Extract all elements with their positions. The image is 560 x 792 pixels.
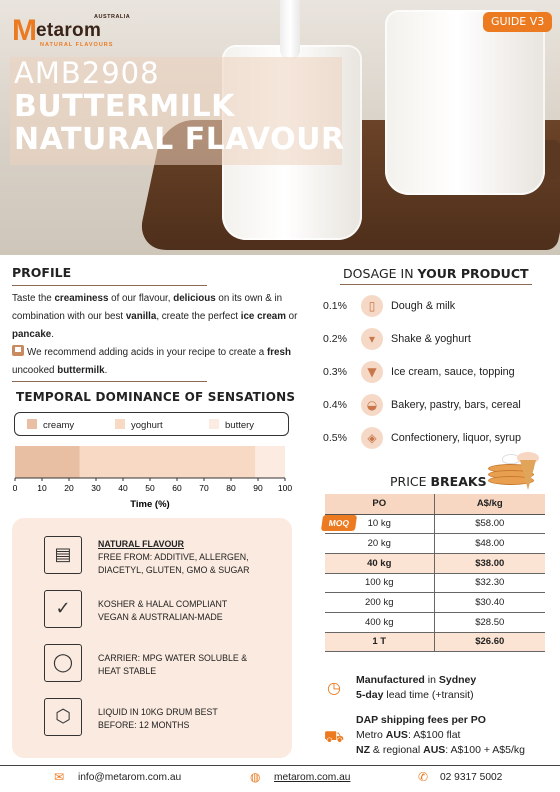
shake-icon: ▾ [361,328,383,350]
x-tick-label: 60 [172,483,182,493]
manufacturing-info: Manufactured in Sydney 5-day lead time (+transit) [356,674,477,701]
x-tick-label: 70 [199,483,209,493]
mail-icon: ✉ [54,770,65,784]
divider [12,381,207,382]
x-tick-label: 50 [145,483,155,493]
table-row [325,612,545,632]
dosage-percent: 0.3% [323,366,347,378]
profile-heading: PROFILE [12,265,72,280]
price-table [325,494,545,652]
table-row [325,553,545,573]
moq-badge: MOQ [321,515,357,531]
dosage-percent: 0.1% [323,300,347,312]
feature-compliance: KOSHER & HALAL COMPLIANT VEGAN & AUSTRALIAN-MADE [98,599,228,622]
segment-creamy [15,446,80,478]
dosage-row [323,361,558,385]
column-header-po: PO [325,494,434,514]
x-tick-label: 20 [64,483,74,493]
table-row [325,514,545,534]
price-cell: $32.30 [434,573,545,593]
x-tick-label: 30 [91,483,101,493]
drop-icon: ◯ [44,644,82,682]
truck-icon: ⛟ [323,727,345,746]
phone-link[interactable]: 02 9317 5002 [440,772,503,783]
email-link[interactable]: info@metarom.com.au [78,772,182,783]
divider [12,285,207,286]
tds-chart [6,440,301,510]
price-cell: $28.50 [434,612,545,632]
dosage-row [323,427,558,451]
table-row [325,534,545,554]
po-cell: 20 kg [325,534,434,554]
po-cell: 200 kg [325,593,434,613]
feature-title: NATURAL FLAVOUR [98,539,185,549]
feature-natural [98,538,278,577]
po-cell: 1 T [325,632,434,652]
ice-cream-icon: ▼ [361,361,383,383]
phone-icon: ✆ [418,770,429,784]
table-row [325,573,545,593]
x-tick-label: 90 [253,483,263,493]
dosage-row [323,328,558,352]
dosage-application: Dough & milk [391,300,456,312]
dosage-heading: DOSAGE IN YOUR PRODUCT [343,266,529,281]
product-code: AMB2908 [14,56,160,90]
logo-wordmark: etarom [36,20,102,41]
segment-yoghurt [80,446,256,478]
website-link[interactable]: metarom.com.au [274,772,351,783]
globe-icon: ◍ [250,770,261,784]
clipboard-icon: ▤ [44,536,82,574]
feature-carrier: CARRIER: MPG WATER SOLUBLE & HEAT STABLE [98,653,248,676]
price-heading: PRICE BREAKS [390,474,487,489]
cupcake-icon: ◒ [361,394,383,416]
dosage-percent: 0.4% [323,399,347,411]
logo-tagline: NATURAL FLAVOURS [40,42,114,48]
guide-version-badge: GUIDE V3 [483,12,552,32]
price-cell: $26.60 [434,632,545,652]
candy-icon: ◈ [361,427,383,449]
logo-country: AUSTRALIA [94,14,131,20]
dosage-row [323,394,558,418]
dosage-application: Ice cream, sauce, topping [391,366,515,378]
po-cell: 10 kg [325,514,434,534]
footer-divider [0,765,560,766]
profile-text [12,290,302,380]
milk-icon: ▯ [361,295,383,317]
dosage-application: Shake & yoghurt [391,333,471,345]
check-icon: ✓ [44,590,82,628]
po-cell: 100 kg [325,573,434,593]
features-panel [12,518,292,758]
shipping-info: DAP shipping fees per PO Metro AUS: A$100 flat NZ & regional AUS: A$100 + A$5/kg [356,714,525,756]
x-tick-label: 100 [277,483,293,493]
po-cell: 400 kg [325,612,434,632]
clock-icon: ◷ [327,678,341,697]
milk-pour [280,0,300,60]
column-header-price: A$/kg [434,494,545,514]
table-row [325,632,545,652]
dosage-percent: 0.5% [323,432,347,444]
x-axis-label: Time (%) [130,499,170,510]
profile-paragraph: Taste the creaminess of our flavour, delicious on its own & in combination with our best vanilla, create the perfect ice cream or pancake. [12,293,298,340]
x-tick-label: 0 [12,483,18,493]
legend-item-yoghurt: yoghurt [115,419,163,431]
note-icon [12,345,24,356]
logo-mark: M [12,14,37,47]
feature-text: FREE FROM: ADDITIVE, ALLERGEN, DIACETYL, GLUTEN, GMO & SUGAR [98,552,250,575]
box-icon: ⬡ [44,698,82,736]
feature-packaging: LIQUID IN 10KG DRUM BEST BEFORE: 12 MONTHS [98,707,218,730]
chart-legend [14,412,289,436]
temporal-heading: TEMPORAL DOMINANCE OF SENSATIONS [16,390,296,404]
table-row [325,593,545,613]
x-tick-label: 10 [37,483,47,493]
legend-item-buttery: buttery [209,419,254,431]
x-tick-label: 80 [226,483,236,493]
product-title-line1: BUTTERMILK [14,89,235,124]
price-cell: $48.00 [434,534,545,554]
product-title-line2: NATURAL FLAVOUR [14,122,345,157]
segment-buttery [255,446,285,478]
profile-note: We recommend adding acids in your recipe to create a fresh uncooked buttermilk. [12,347,291,376]
milk-glass-right [385,10,545,195]
po-cell: 40 kg [325,553,434,573]
dosage-application: Bakery, pastry, bars, cereal [391,399,521,411]
price-cell: $38.00 [434,553,545,573]
x-tick-label: 40 [118,483,128,493]
divider [340,284,532,285]
dosage-application: Confectionery, liquor, syrup [391,432,522,444]
dosage-row [323,295,558,319]
dosage-percent: 0.2% [323,333,347,345]
metarom-logo [12,12,132,52]
price-cell: $30.40 [434,593,545,613]
legend-item-creamy: creamy [27,419,74,431]
price-cell: $58.00 [434,514,545,534]
